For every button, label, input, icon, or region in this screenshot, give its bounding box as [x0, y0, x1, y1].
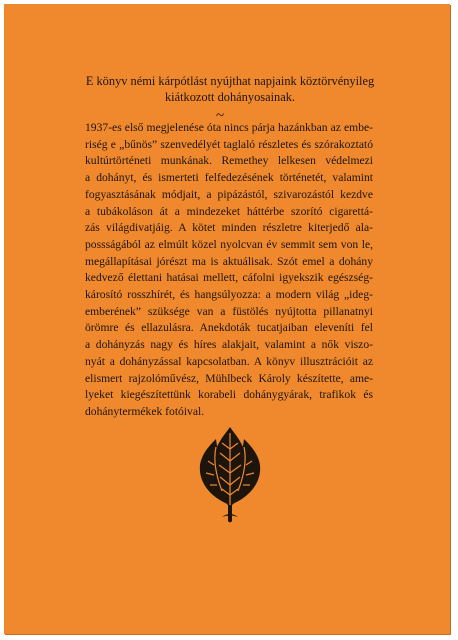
- body-line: a dohányzás nagy és híres alakjait, valamint a nők viszo-: [85, 338, 373, 352]
- body-line: fogyasztásának módjait, a pipázástól, szivarozástól kezdve: [85, 187, 373, 201]
- separator-tilde: ~: [216, 108, 225, 124]
- body-line: riség e „bűnös” szenvedélyét taglaló részletes és szórakoztató: [85, 137, 373, 151]
- body-line: kedvező élettani hatásai mellett, cáfolni igyekszik egészség-: [85, 271, 373, 285]
- body-line: 1937-es első megjelenése óta nincs párja hazánkban az embe-: [85, 121, 373, 134]
- body-line: nyát a dohányzással kapcsolatban. A könyv illusztrációit az: [85, 354, 373, 368]
- body-line: lyeket kiegészítettünk korabeli dohánygyárak, trafikok és: [85, 388, 373, 402]
- intro-line-1: E könyv némi kárpótlást nyújthat napjaink köztörvényileg: [85, 74, 375, 88]
- body-line: megállapításai jórészt ma is aktuálisak. Szót emel a dohány: [85, 254, 373, 268]
- body-line: a dohányt, és ismerteti felfedezésének történetét, valamint: [85, 171, 373, 185]
- body-line: dohánytermékek fotóival.: [85, 404, 205, 418]
- body-line: emberének” szüksége van a füstölés nyújtotta pillanatnyi: [85, 304, 373, 318]
- intro-line-2: kiátkozott dohányosainak.: [164, 90, 296, 104]
- description-paragraph: [85, 120, 373, 421]
- body-line: károsító rosszhírét, és hangsúlyozza: a modern világ „ideg-: [85, 288, 373, 302]
- body-line: örömre és ellazulásra. Anekdoták tucatjaiban eleveníti fel: [85, 321, 373, 335]
- body-line: kultúrtörténeti munkának. Remethey lelkesen védelmezi: [85, 154, 373, 168]
- body-line: possságából az elmúlt közel nyolcvan év semmit sem von le,: [85, 237, 373, 251]
- body-line: zás világdivatjáig. A kötet minden részletre kiterjedő ala-: [85, 221, 373, 235]
- body-line: a tubákoláson át a mindezeket háttérbe szorító cigarettá-: [85, 204, 373, 218]
- intro-text: [70, 73, 390, 105]
- tobacco-leaves-icon: [192, 425, 268, 525]
- body-line: elismert rajzolóművész, Mühlbeck Károly készítette, ame-: [85, 371, 373, 385]
